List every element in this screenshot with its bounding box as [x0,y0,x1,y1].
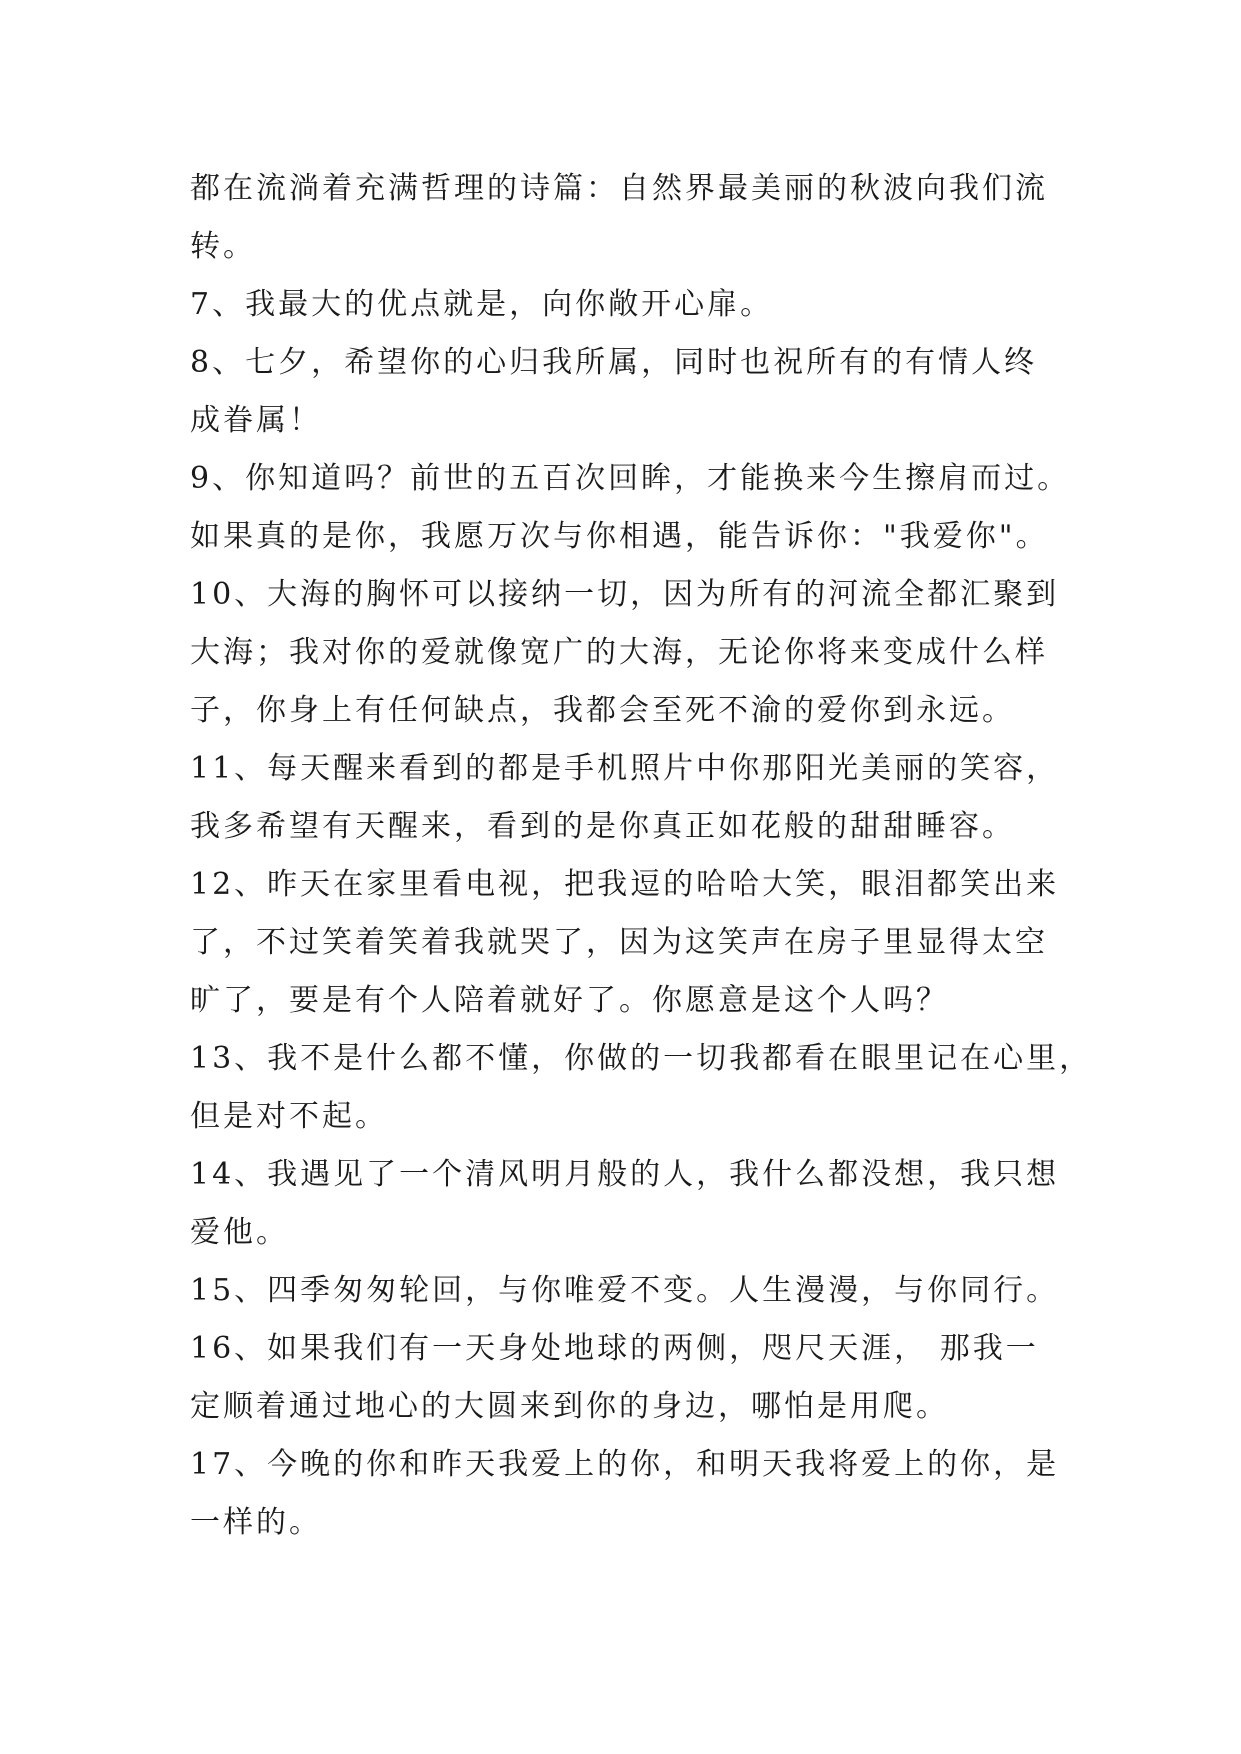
text-line: 14、我遇见了一个清风明月般的人，我什么都没想，我只想 [190,1157,1060,1192]
text-line: 8、七夕，希望你的心归我所属，同时也祝所有的有情人终 [190,345,1038,380]
text-line: 11、每天醒来看到的都是手机照片中你那阳光美丽的笑容， [190,751,1060,786]
text-line: 子，你身上有任何缺点，我都会至死不渝的爱你到永远。 [190,693,1015,728]
text-line: 旷了，要是有个人陪着就好了。你愿意是这个人吗？ [190,983,949,1018]
text-line: 12、昨天在家里看电视，把我逗的哈哈大笑，眼泪都笑出来 [190,867,1060,902]
text-line: 大海；我对你的爱就像宽广的大海，无论你将来变成什么样 [190,635,1048,670]
text-line: 17、今晚的你和昨天我爱上的你，和明天我将爱上的你，是 [190,1447,1060,1482]
text-line: 转。 [190,229,256,264]
text-line: 爱他。 [190,1215,289,1250]
text-line: 定顺着通过地心的大圆来到你的身边，哪怕是用爬。 [190,1389,949,1424]
text-line: 我多希望有天醒来，看到的是你真正如花般的甜甜睡容。 [190,809,1015,844]
document-body [190,160,1093,1552]
text-line: 15、四季匆匆轮回，与你唯爱不变。人生漫漫，与你同行。 [190,1273,1060,1308]
text-line: 13、我不是什么都不懂，你做的一切我都看在眼里记在心里， [190,1041,1093,1076]
text-line: 9、你知道吗？前世的五百次回眸，才能换来今生擦肩而过。 [190,461,1071,496]
text-line: 16、如果我们有一天身处地球的两侧，咫尺天涯， 那我一 [190,1331,1039,1366]
text-line: 了，不过笑着笑着我就哭了，因为这笑声在房子里显得太空 [190,925,1048,960]
text-line: 都在流淌着充满哲理的诗篇：自然界最美丽的秋波向我们流 [190,171,1048,206]
text-line: 但是对不起。 [190,1099,388,1134]
text-line: 如果真的是你，我愿万次与你相遇，能告诉你："我爱你"。 [190,519,1049,554]
text-line: 一样的。 [190,1505,322,1540]
text-line: 7、我最大的优点就是，向你敞开心扉。 [190,287,774,322]
text-line: 成眷属！ [190,403,322,438]
text-line: 10、大海的胸怀可以接纳一切，因为所有的河流全都汇聚到 [190,577,1060,612]
